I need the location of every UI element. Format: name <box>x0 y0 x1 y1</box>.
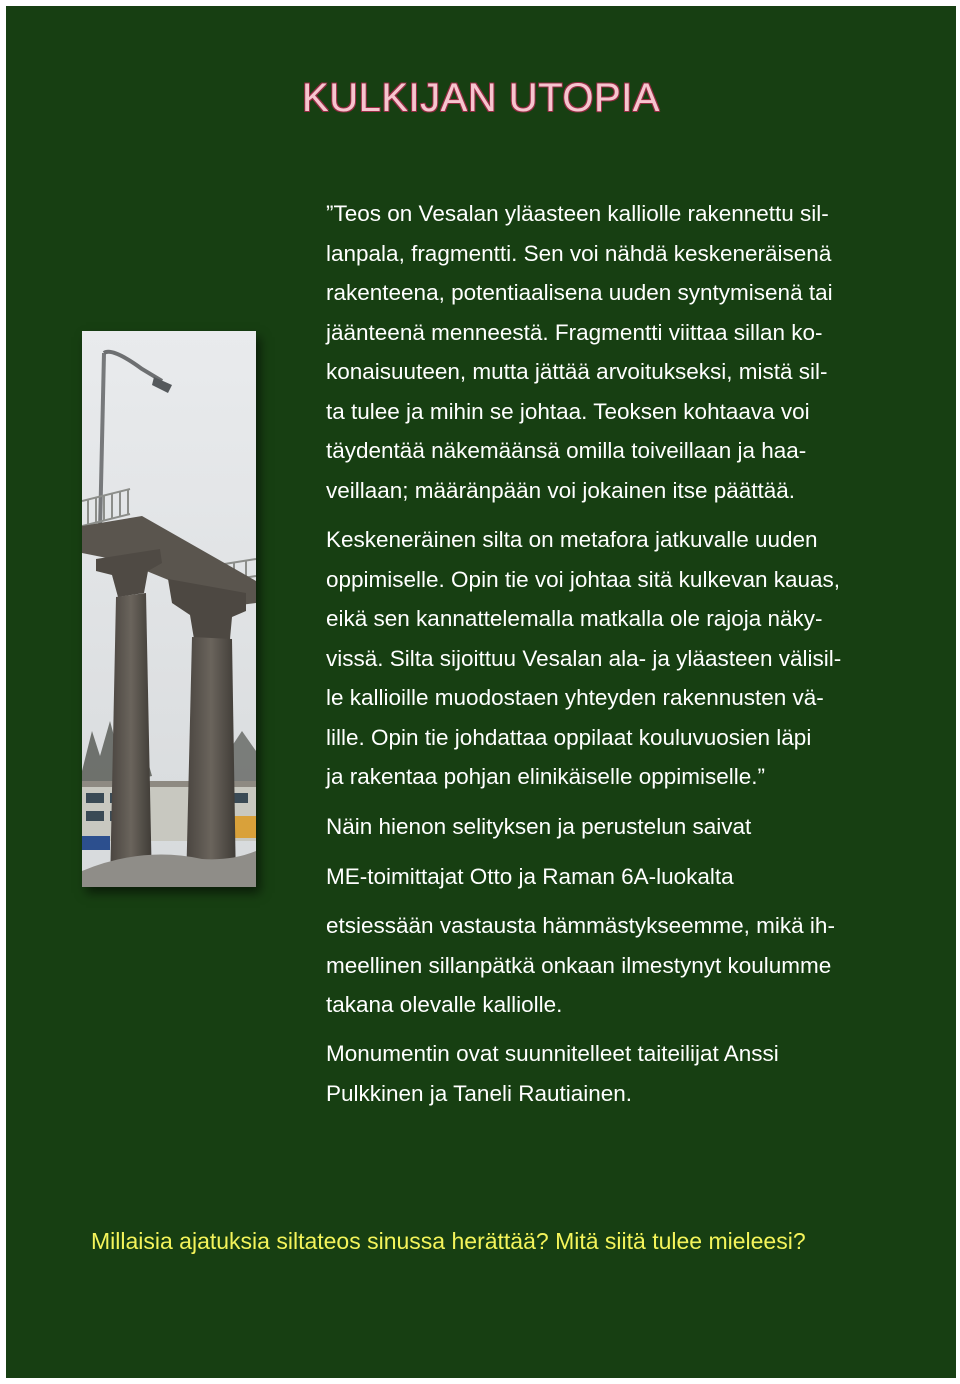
text-line: eikä sen kannattelemalla matkalla ole rajoja näky- <box>326 606 823 631</box>
text-line: täydentää näkemäänsä omilla toiveillaan ja haa- <box>326 438 807 463</box>
text-line: veillaan; määränpään voi jokainen itse päättää. <box>326 477 796 503</box>
bridge-sculpture-photo <box>82 331 256 887</box>
page <box>6 6 956 1378</box>
text-line: Monumentin ovat suunnitelleet taiteilijat Anssi <box>326 1041 779 1066</box>
text-line: le kallioille muodostaen yhteyden rakennusten vä- <box>326 685 824 710</box>
quote-paragraph-1 <box>326 194 906 510</box>
text-line: oppimiselle. Opin tie voi johtaa sitä kulkevan kauas, <box>326 566 841 592</box>
text-line: meellinen sillanpätkä onkaan ilmestynyt koulumme <box>326 952 832 978</box>
text-line: konaisuuteen, mutta jättää arvoitukseksi, mistä sil- <box>326 359 828 384</box>
text-line: takana olevalle kalliolle. <box>326 992 563 1017</box>
page-title: KULKIJAN UTOPIA <box>302 76 660 120</box>
quote-paragraph-2 <box>326 520 906 797</box>
paragraph-5 <box>326 906 906 1025</box>
text-line: lanpala, fragmentti. Sen voi nähdä keskeneräisenä <box>326 240 832 266</box>
paragraph-6 <box>326 1034 906 1113</box>
text-line: Pulkkinen ja Taneli Rautiainen. <box>326 1080 633 1106</box>
text-line: jäänteenä menneestä. Fragmentti viittaa sillan ko- <box>326 319 823 345</box>
text-line: ja rakentaa pohjan elinikäiselle oppimiselle.” <box>326 764 766 789</box>
text-line: rakenteena, potentiaalisena uuden syntymisenä tai <box>326 280 833 305</box>
text-line: etsiessään vastausta hämmästykseemme, mikä ih- <box>326 913 835 938</box>
text-line: vissä. Silta sijoittuu Vesalan ala- ja yläasteen välisil- <box>326 645 842 671</box>
text-line: ta tulee ja mihin se johtaa. Teoksen kohtaava voi <box>326 398 810 424</box>
text-line: lille. Opin tie johdattaa oppilaat kouluvuosien läpi <box>326 724 812 750</box>
text-line: ”Teos on Vesalan yläasteen kalliolle rakennettu sil- <box>326 201 829 226</box>
paragraph-3 <box>326 807 906 847</box>
text-line: ME-toimittajat Otto ja Raman 6A-luokalta <box>326 864 734 889</box>
text-line: Keskeneräinen silta on metafora jatkuvalle uuden <box>326 527 818 552</box>
paragraph-4 <box>326 857 906 897</box>
text-line: Näin hienon selityksen ja perustelun saivat <box>326 814 752 839</box>
reader-question: Millaisia ajatuksia siltateos sinussa herättää? Mitä siitä tulee mieleesi? <box>91 1228 806 1254</box>
